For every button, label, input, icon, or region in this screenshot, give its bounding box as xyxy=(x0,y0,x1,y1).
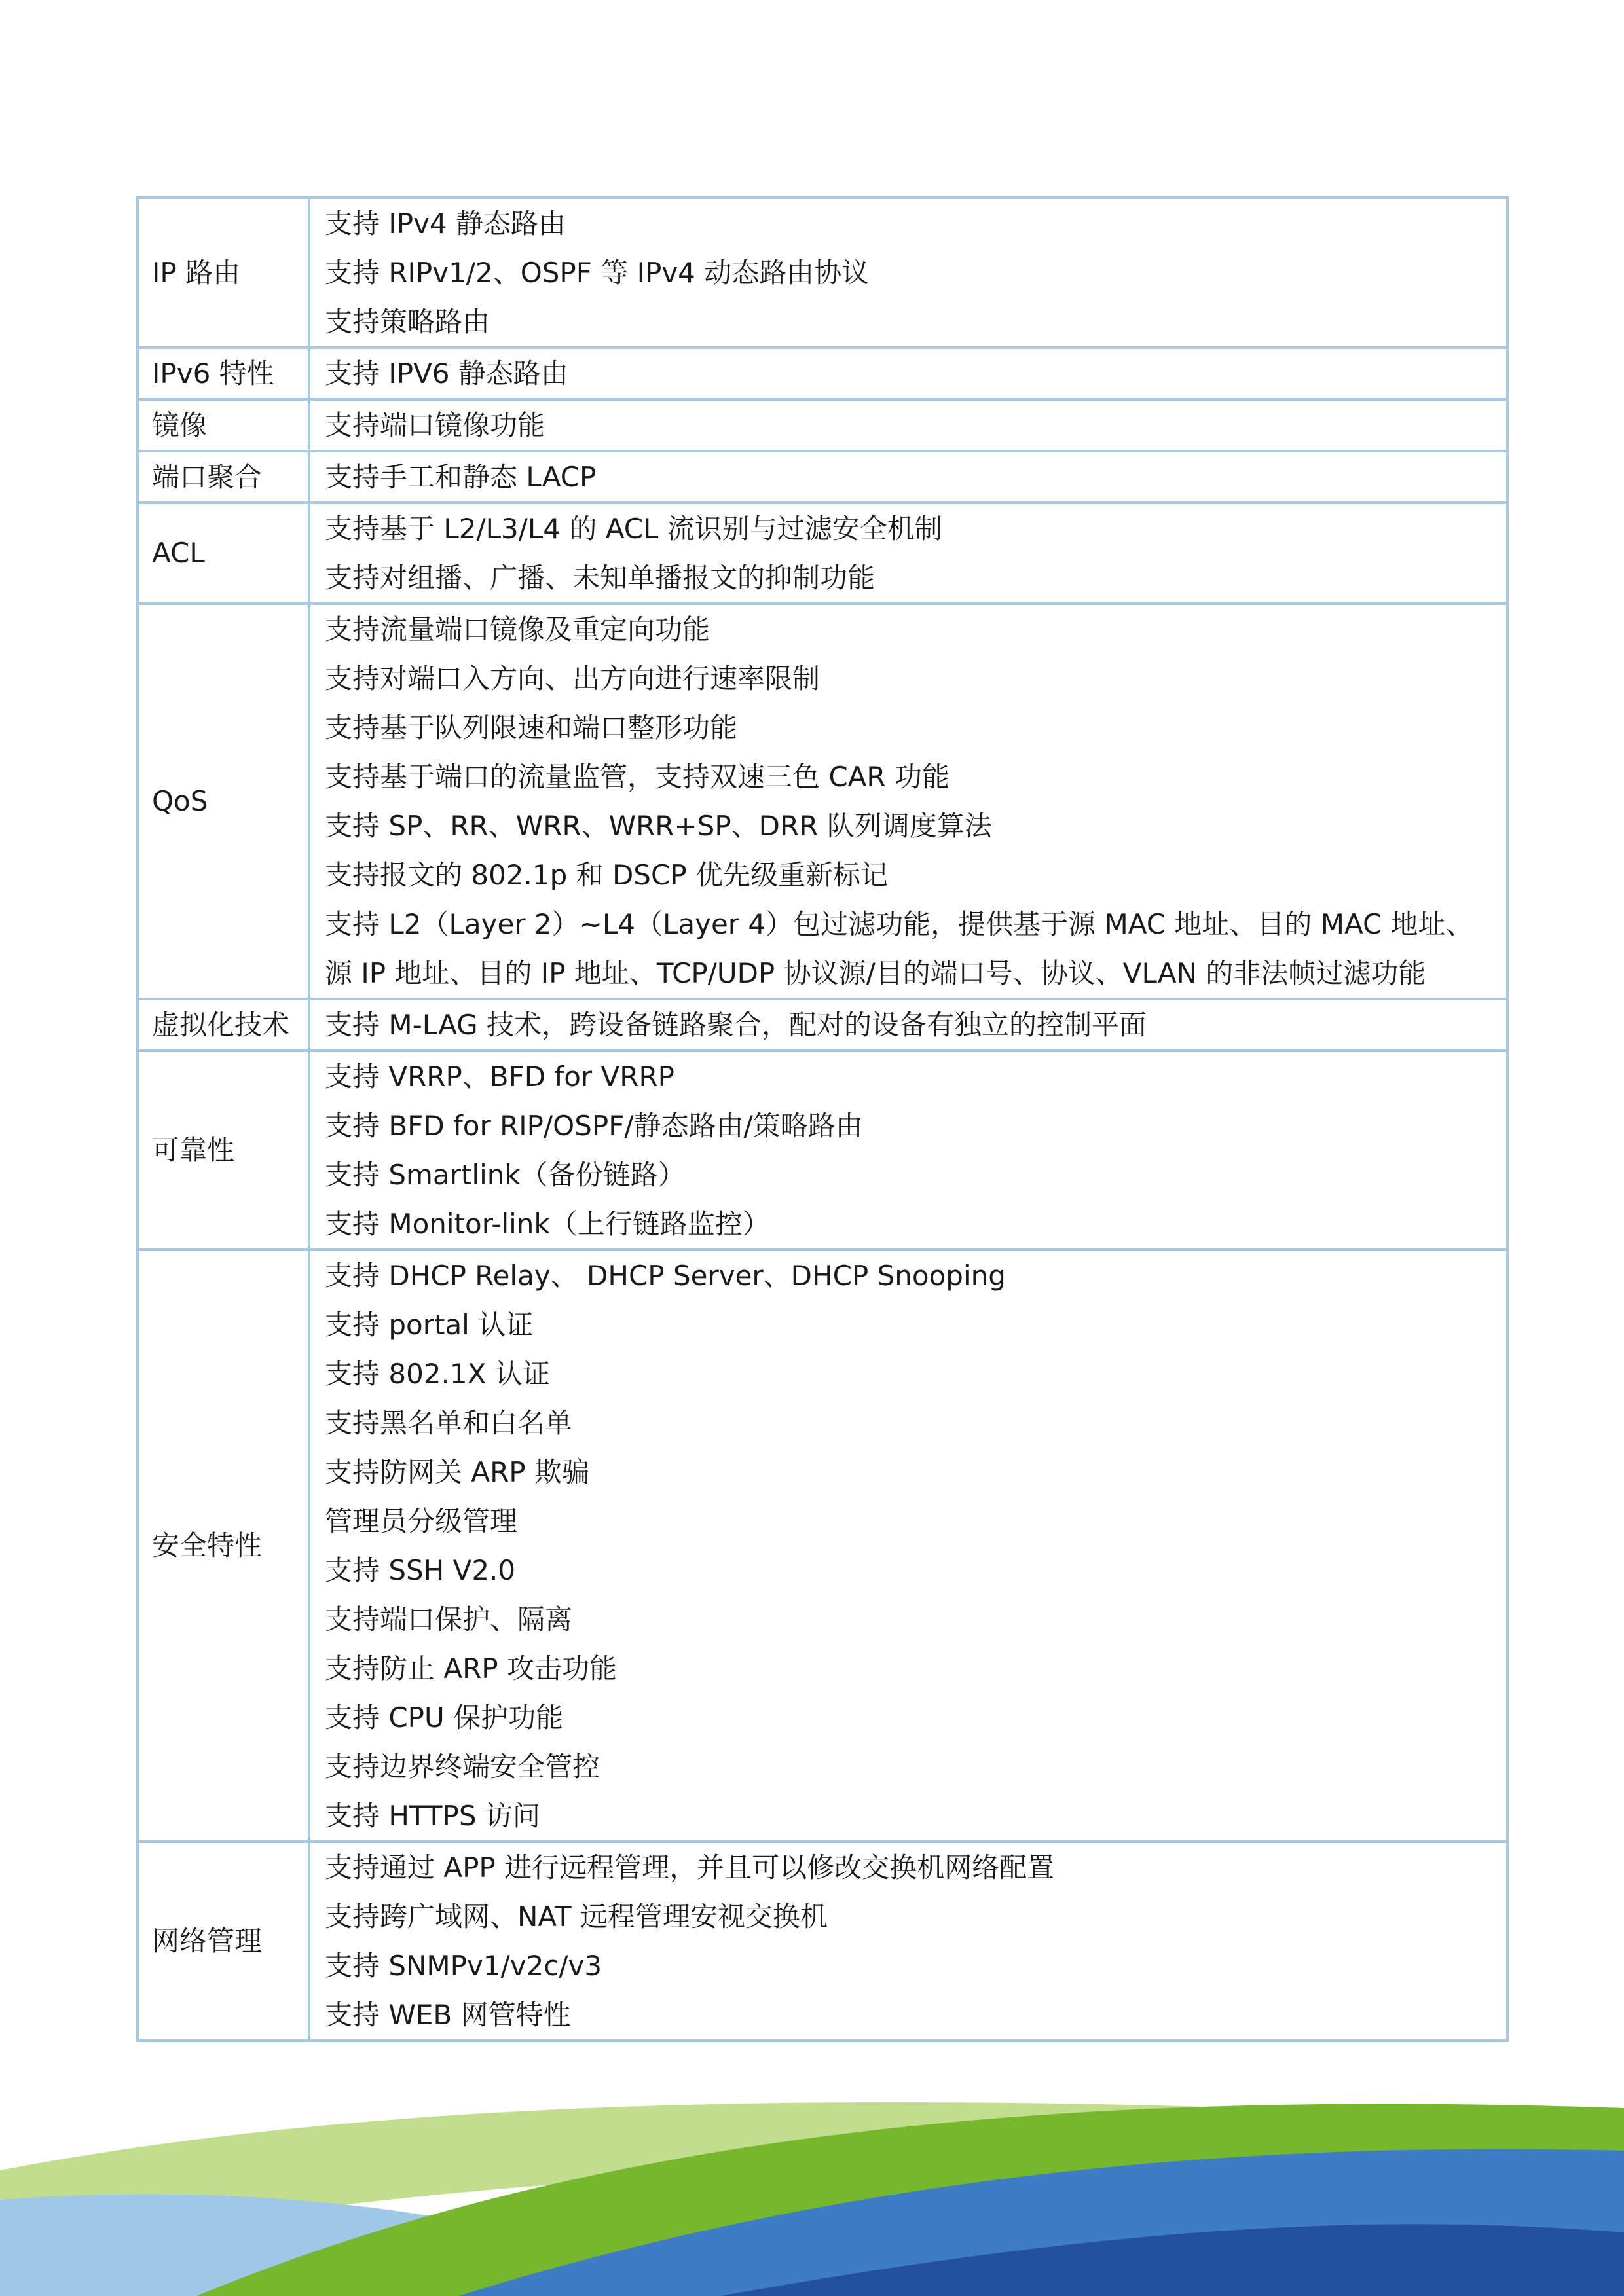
feature-line: 支持 IPv4 静态路由 xyxy=(325,208,566,240)
spec-features xyxy=(309,1842,1507,2041)
feature-line: 支持 IPV6 静态路由 xyxy=(325,357,568,390)
feature-line: 支持 M-LAG 技术，跨设备链路聚合，配对的设备有独立的控制平面 xyxy=(325,1009,1147,1041)
spec-category: 虚拟化技术 xyxy=(138,999,309,1051)
feature-line: 支持端口保护、隔离 xyxy=(325,1603,573,1635)
spec-category: 网络管理 xyxy=(138,1842,309,2041)
feature-line: 支持 Monitor-link（上行链路监控） xyxy=(325,1208,770,1240)
feature-line: 支持防网关 ARP 欺骗 xyxy=(325,1456,589,1488)
feature-line: 支持跨广域网、NAT 远程管理安视交换机 xyxy=(325,1901,828,1933)
feature-line: 支持 SNMPv1/v2c/v3 xyxy=(325,1950,602,1982)
feature-line: 支持防止 ARP 攻击功能 xyxy=(325,1652,617,1685)
spec-features xyxy=(309,1250,1507,1842)
spec-row xyxy=(138,604,1507,999)
spec-category: 可靠性 xyxy=(138,1051,309,1250)
feature-line: 支持 HTTPS 访问 xyxy=(325,1800,540,1832)
feature-line: 管理员分级管理 xyxy=(325,1505,518,1537)
feature-line: 支持 WEB 网管特性 xyxy=(325,1999,571,2031)
feature-line: 支持 802.1X 认证 xyxy=(325,1358,550,1390)
spec-features xyxy=(309,451,1507,503)
spec-category: 安全特性 xyxy=(138,1250,309,1842)
feature-line: 支持流量端口镜像及重定向功能 xyxy=(325,613,710,646)
feature-line: 支持基于 L2/L3/L4 的 ACL 流识别与过滤安全机制 xyxy=(325,513,942,545)
spec-features xyxy=(309,399,1507,451)
spec-category: IP 路由 xyxy=(138,198,309,348)
feature-line: 支持对端口入方向、出方向进行速率限制 xyxy=(325,663,821,695)
spec-category: 端口聚合 xyxy=(138,451,309,503)
spec-row xyxy=(138,1051,1507,1250)
feature-line: 支持 VRRP、BFD for VRRP xyxy=(325,1061,674,1093)
feature-line: 源 IP 地址、目的 IP 地址、TCP/UDP 协议源/目的端口号、协议、VLAN 的非法帧过滤功能 xyxy=(325,957,1426,989)
spec-row xyxy=(138,348,1507,399)
feature-line: 支持通过 APP 进行远程管理，并且可以修改交换机网络配置 xyxy=(325,1851,1055,1884)
feature-line: 支持 RIPv1/2、OSPF 等 IPv4 动态路由协议 xyxy=(325,257,870,289)
footer-wave-decoration xyxy=(0,2062,1624,2296)
spec-row xyxy=(138,1250,1507,1842)
spec-row xyxy=(138,451,1507,503)
feature-line: 支持 Smartlink（备份链路） xyxy=(325,1159,686,1191)
feature-line: 支持 portal 认证 xyxy=(325,1309,534,1341)
feature-line: 支持对组播、广播、未知单播报文的抑制功能 xyxy=(325,562,876,594)
feature-line: 支持手工和静态 LACP xyxy=(325,461,597,493)
feature-line: 支持边界终端安全管控 xyxy=(325,1751,600,1783)
spec-category: QoS xyxy=(138,604,309,999)
spec-table-body xyxy=(138,198,1507,2041)
spec-features xyxy=(309,198,1507,348)
feature-line: 支持黑名单和白名单 xyxy=(325,1407,573,1439)
spec-table xyxy=(136,196,1509,2042)
feature-line: 支持 L2（Layer 2）~L4（Layer 4）包过滤功能，提供基于源 MAC 地址、目的 MAC 地址、 xyxy=(325,908,1473,940)
feature-line: 支持 BFD for RIP/OSPF/静态路由/策略路由 xyxy=(325,1110,863,1142)
feature-line: 支持端口镜像功能 xyxy=(325,409,545,441)
feature-line: 支持基于队列限速和端口整形功能 xyxy=(325,712,738,744)
spec-features xyxy=(309,348,1507,399)
spec-row xyxy=(138,999,1507,1051)
spec-category: 镜像 xyxy=(138,399,309,451)
spec-features xyxy=(309,503,1507,604)
spec-features xyxy=(309,999,1507,1051)
feature-line: 支持策略路由 xyxy=(325,306,490,338)
spec-category: IPv6 特性 xyxy=(138,348,309,399)
spec-category: ACL xyxy=(138,503,309,604)
feature-line: 支持基于端口的流量监管，支持双速三色 CAR 功能 xyxy=(325,761,950,793)
feature-line: 支持 SSH V2.0 xyxy=(325,1554,516,1586)
spec-row xyxy=(138,198,1507,348)
feature-line: 支持 DHCP Relay、 DHCP Server、DHCP Snooping xyxy=(325,1260,1006,1292)
feature-line: 支持 SP、RR、WRR、WRR+SP、DRR 队列调度算法 xyxy=(325,810,992,842)
spec-row xyxy=(138,503,1507,604)
feature-line: 支持 CPU 保护功能 xyxy=(325,1702,564,1734)
spec-row xyxy=(138,1842,1507,2041)
spec-features xyxy=(309,1051,1507,1250)
feature-line: 支持报文的 802.1p 和 DSCP 优先级重新标记 xyxy=(325,859,888,891)
spec-features xyxy=(309,604,1507,999)
spec-row xyxy=(138,399,1507,451)
